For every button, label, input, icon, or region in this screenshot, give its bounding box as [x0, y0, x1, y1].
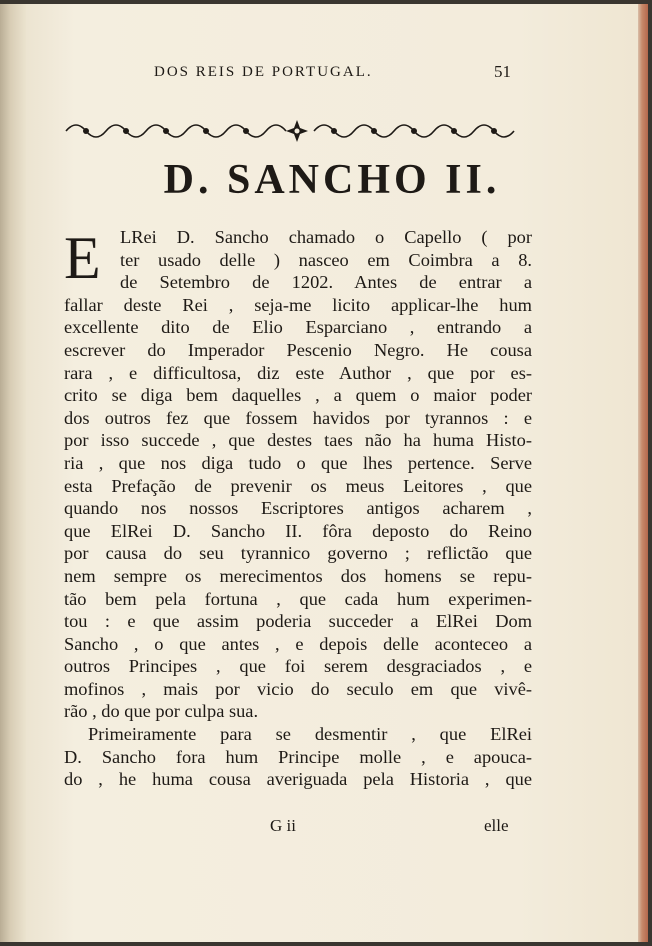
text-line: de Setembro de 1202. Antes de entrar a: [120, 272, 532, 293]
text-line: D. Sancho fora hum Principe molle , e apouca-: [64, 746, 532, 767]
text-line: quando nos nossos Escriptores antigos acharem ,: [64, 498, 532, 519]
text-line: tão bem pela fortuna , que cada hum experimen-: [64, 588, 532, 609]
text-line: escrever do Imperador Pescenio Negro. He cousa: [64, 339, 532, 360]
text-line: esta Prefação de prevenir os meus Leitores , que: [64, 475, 532, 496]
text-line: nem sempre os merecimentos dos homens se repu-: [64, 565, 532, 586]
text-line: LRei D. Sancho chamado o Capello ( por: [120, 227, 532, 247]
page-edge: [638, 4, 648, 942]
text-line: rão , do que por culpa sua.: [64, 701, 259, 722]
book-page: [26, 4, 638, 942]
text-line: fallar deste Rei , seja-me licito applicar-lhe hum: [64, 294, 532, 315]
book-gutter: [0, 4, 26, 942]
text-line: por causa do seu tyrannico governo ; reflictão que: [64, 543, 532, 564]
chapter-title: D. SANCHO II.: [163, 157, 501, 203]
text-line: Primeiramente para se desmentir , que ElRei: [88, 724, 532, 745]
text-line: rara , e difficultosa, diz este Author , que por es-: [64, 362, 532, 383]
running-head: DOS REIS DE PORTUGAL.: [154, 64, 373, 80]
catchword: elle: [484, 816, 509, 835]
signature-mark: G ii: [270, 816, 296, 835]
body-text: [64, 226, 532, 791]
text-line: excellente dito de Elio Esparciano , entrando a: [64, 317, 532, 338]
text-line: que ElRei D. Sancho II. fôra deposto do Reino: [64, 520, 532, 541]
text-line: outros Principes , que foi serem desgraciados , e: [64, 656, 532, 677]
text-line: mofinos , mais por vicio do seculo em que vivê-: [64, 678, 532, 699]
page-number: 51: [494, 62, 511, 81]
text-line: por isso succede , que destes taes não ha huma Histo-: [64, 430, 532, 451]
text-line: Sancho , o que antes , e depois delle aconteceo a: [64, 633, 532, 654]
book: [0, 4, 648, 942]
text-lines: [64, 226, 532, 791]
text-line: do , he huma cousa averiguada pela Historia , que: [64, 769, 532, 790]
text-line: ria , que nos diga tudo o que lhes pertence. Serve: [64, 452, 532, 473]
text-line: ter usado delle ) nasceo em Coimbra a 8.: [120, 249, 532, 270]
text-line: crito se diga bem daquelles , a quem o maior poder: [64, 385, 532, 406]
drop-cap: E: [64, 225, 101, 291]
text-line: dos outros fez que fossem havidos por tyrannos : e: [64, 407, 532, 428]
ornament-band: [62, 116, 532, 146]
text-line: tou : e que assim poderia succeder a ElRei Dom: [64, 611, 532, 632]
